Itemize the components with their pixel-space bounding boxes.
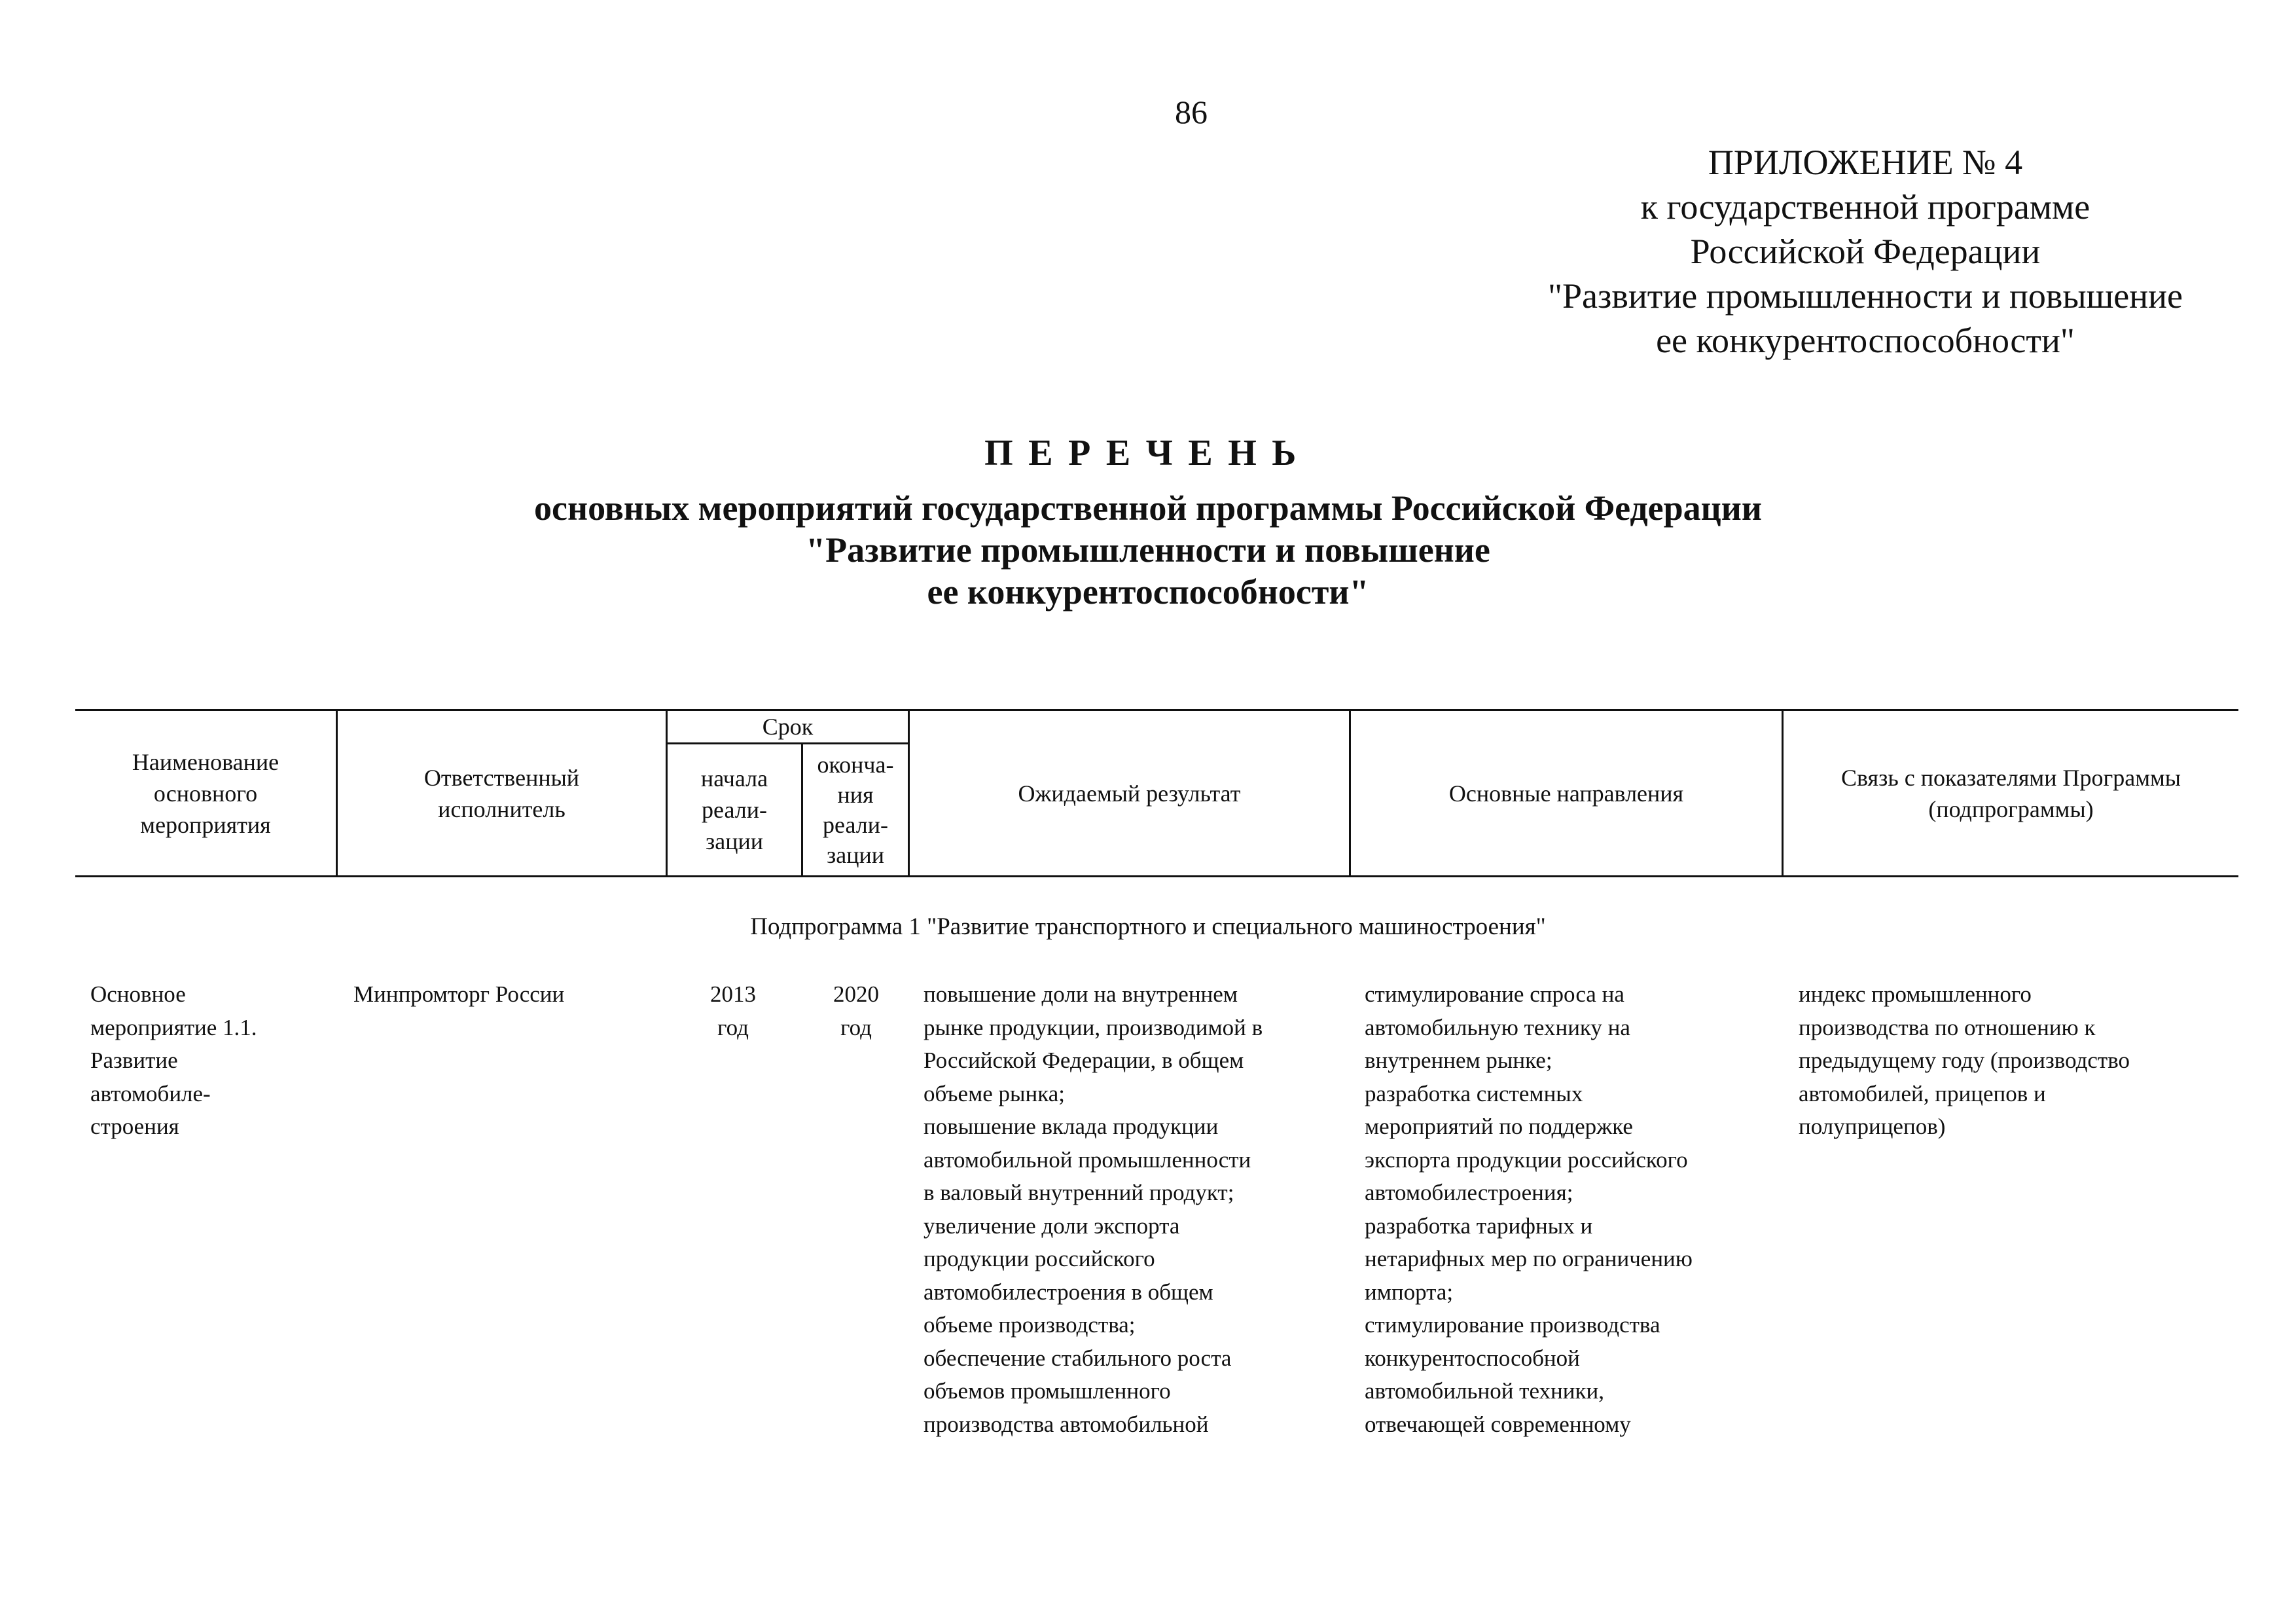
header-program-indicators-link: Связь с показателями Программы (подпрограммы) xyxy=(1841,764,2181,822)
appendix-line: ПРИЛОЖЕНИЕ № 4 xyxy=(1708,143,2023,182)
appendix-line: Российской Федерации xyxy=(1690,232,2041,271)
document-title: ПЕРЕЧЕНЬ xyxy=(984,433,1312,473)
subtitle-line: основных мероприятий государственной программы Российской Федерации xyxy=(533,488,1763,528)
page-number: 86 xyxy=(1175,94,1208,130)
cell-term-start: 2013 год xyxy=(710,981,756,1040)
subprogram-title: Подпрограмма 1 "Развитие транспортного и специального машиностроения" xyxy=(750,913,1546,940)
header-activity-name: Наименование основного мероприятия xyxy=(132,748,279,838)
cell-expected-result: повышение доли на внутреннем рынке продукции, производимой в Российской Федерации, в общем объеме рынка; повышение вклада продукции автомобильной промышленности в валовый внутренний продукт; увеличение доли экспорта продукции российского автомобилестроения в общем объеме производства; обеспечение стабильного роста объемов промышленного производства автомобильной xyxy=(924,981,1263,1437)
appendix-line: "Развитие промышленности и повышение xyxy=(1547,276,2183,316)
cell-executor: Минпромторг России xyxy=(353,981,565,1007)
header-bottom-rule xyxy=(75,875,2238,877)
header-executor: Ответственный исполнитель xyxy=(423,764,580,822)
cell-program-indicators-link: индекс промышленного производства по отношению к предыдущему году (производство автомобилей, прицепов и полуприцепов) xyxy=(1799,981,2130,1139)
header-term-start: начала реали- зации xyxy=(700,765,768,854)
header-term-end: оконча- ния реали- зации xyxy=(817,752,894,868)
appendix-block xyxy=(1505,140,2225,363)
header-main-directions: Основные направления xyxy=(1448,780,1684,807)
cell-term-end: 2020 год xyxy=(833,981,879,1040)
subtitle-line: ее конкурентоспособности" xyxy=(927,572,1369,611)
cell-activity-name: Основное мероприятие 1.1. Развитие автомобиле- строения xyxy=(90,981,257,1139)
cell-main-directions: стимулирование спроса на автомобильную технику на внутреннем рынке; разработка системных мероприятий по поддержке экспорта продукции российского автомобилестроения; разработка тарифных и нетарифных мер по ограничению импорта; стимулирование производства конкурентоспособной автомобильной техники, отвечающей современному xyxy=(1365,981,1693,1437)
header-term: Срок xyxy=(762,714,814,740)
appendix-line: ее конкурентоспособности" xyxy=(1656,321,2075,360)
document-subtitle xyxy=(0,487,2296,613)
appendix-line: к государственной программе xyxy=(1640,187,2090,227)
subtitle-line: "Развитие промышленности и повышение xyxy=(806,530,1490,570)
header-expected-result: Ожидаемый результат xyxy=(1018,780,1241,807)
